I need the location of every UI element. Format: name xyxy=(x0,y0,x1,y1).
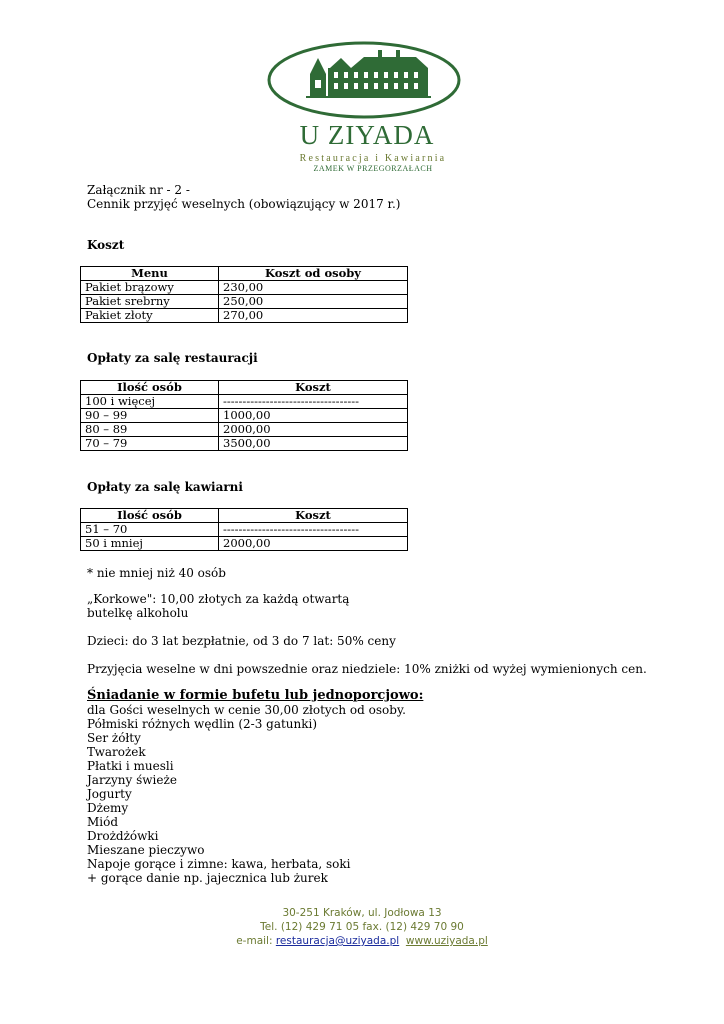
table-cell: ----------------------------------- xyxy=(219,523,408,537)
table-cell: ----------------------------------- xyxy=(219,395,408,409)
table-cell: 90 – 99 xyxy=(81,409,219,423)
note-children: Dzieci: do 3 lat bezpłatnie, od 3 do 7 lat: 50% ceny xyxy=(87,634,396,648)
table-cell: 3500,00 xyxy=(219,437,408,451)
email-link[interactable]: restauracja@uziyada.pl xyxy=(275,935,400,947)
column-header: Koszt od osoby xyxy=(219,267,408,281)
cafe-hall-table xyxy=(80,508,408,551)
list-item: Mieszane pieczywo xyxy=(87,843,205,857)
table-header-row xyxy=(81,509,408,523)
list-item: Drożdżówki xyxy=(87,829,159,843)
brand-name: U ZIYADA xyxy=(299,120,435,150)
table-cell: 80 – 89 xyxy=(81,423,219,437)
footer-contact xyxy=(0,935,724,948)
logo xyxy=(258,40,468,180)
attachment-number: Załącznik nr - 2 - xyxy=(87,183,190,197)
column-header: Ilość osób xyxy=(81,509,219,523)
note-weekdays: Przyjęcia weselne w dni powszednie oraz niedziele: 10% zniżki od wyżej wymienionych cen. xyxy=(87,662,647,676)
breakfast-list xyxy=(87,703,406,885)
footer-phone: Tel. (12) 429 71 05 fax. (12) 429 70 90 xyxy=(260,921,464,933)
note-korkowe: „Korkowe": 10,00 złotych za każdą otwartą xyxy=(87,592,350,606)
table-row xyxy=(81,537,408,551)
list-item: Półmiski różnych wędlin (2-3 gatunki) xyxy=(87,717,318,731)
table-row xyxy=(81,523,408,537)
list-item: Dżemy xyxy=(87,801,129,815)
note-min-guests: * nie mniej niż 40 osób xyxy=(87,566,226,580)
table-row xyxy=(81,295,408,309)
section-heading-kawiarnia: Opłaty za salę kawiarni xyxy=(87,480,243,494)
restaurant-hall-table xyxy=(80,380,408,451)
brand-subtitle: Restauracja i Kawiarnia xyxy=(299,153,447,164)
table-cell: Pakiet brązowy xyxy=(81,281,219,295)
table-cell: 230,00 xyxy=(219,281,408,295)
table-row xyxy=(81,409,408,423)
list-item: dla Gości weselnych w cenie 30,00 złotych od osoby. xyxy=(87,703,406,717)
table-cell: 270,00 xyxy=(219,309,408,323)
column-header: Menu xyxy=(81,267,219,281)
section-heading-restauracja: Opłaty za salę restauracji xyxy=(87,351,258,365)
table-row xyxy=(81,437,408,451)
castle-logo-icon xyxy=(266,40,462,120)
table-cell: 51 – 70 xyxy=(81,523,219,537)
list-item: Napoje gorące i zimne: kawa, herbata, soki xyxy=(87,857,351,871)
table-cell: 250,00 xyxy=(219,295,408,309)
section-heading-koszt: Koszt xyxy=(87,238,125,252)
footer-address: 30-251 Kraków, ul. Jodłowa 13 xyxy=(282,907,442,919)
breakfast-heading: Śniadanie w formie bufetu lub jednoporcjowo: xyxy=(87,688,424,703)
list-item: Ser żółty xyxy=(87,731,141,745)
note-korkowe-cont: butelkę alkoholu xyxy=(87,606,189,620)
table-cell: Pakiet srebrny xyxy=(81,295,219,309)
column-header: Ilość osób xyxy=(81,381,219,395)
menu-price-table xyxy=(80,266,408,323)
list-item: Jarzyny świeże xyxy=(87,773,177,787)
list-item: Twarożek xyxy=(87,745,146,759)
table-row xyxy=(81,281,408,295)
table-row xyxy=(81,423,408,437)
table-cell: 70 – 79 xyxy=(81,437,219,451)
brand-subtitle-location: ZAMEK W PRZEGORZAŁACH xyxy=(313,164,433,173)
table-cell: 1000,00 xyxy=(219,409,408,423)
footer-email-label: e-mail: xyxy=(236,935,276,947)
table-row xyxy=(81,395,408,409)
list-item: Jogurty xyxy=(87,787,132,801)
table-header-row xyxy=(81,381,408,395)
table-cell: 2000,00 xyxy=(219,423,408,437)
table-cell: 2000,00 xyxy=(219,537,408,551)
table-row xyxy=(81,309,408,323)
column-header: Koszt xyxy=(219,381,408,395)
table-header-row xyxy=(81,267,408,281)
table-cell: 100 i więcej xyxy=(81,395,219,409)
website-link[interactable]: www.uziyada.pl xyxy=(405,935,488,947)
table-cell: Pakiet złoty xyxy=(81,309,219,323)
table-cell: 50 i mniej xyxy=(81,537,219,551)
list-item: + gorące danie np. jajecznica lub żurek xyxy=(87,871,328,885)
column-header: Koszt xyxy=(219,509,408,523)
list-item: Miód xyxy=(87,815,119,829)
document-title: Cennik przyjęć weselnych (obowiązujący w 2017 r.) xyxy=(87,197,401,211)
list-item: Płatki i muesli xyxy=(87,759,174,773)
